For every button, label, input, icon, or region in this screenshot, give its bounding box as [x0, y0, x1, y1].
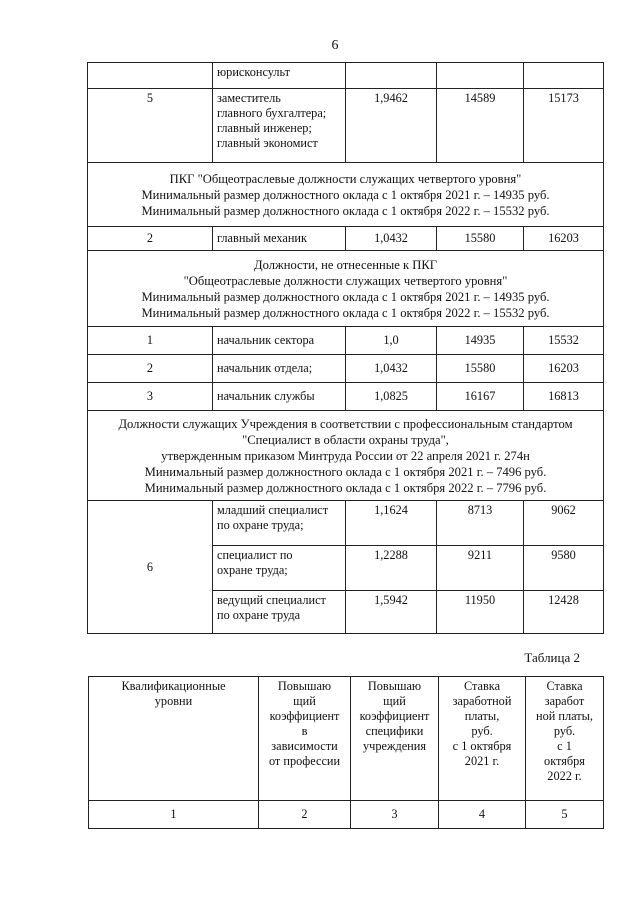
header-line: Повышаю [277, 679, 332, 693]
header-line: 2021 г. [464, 754, 500, 768]
section-header-row [88, 163, 604, 227]
header-cell [259, 677, 351, 801]
section-line: "Общеотраслевые должности служащих четвертого уровня" [183, 273, 508, 288]
header-line: с 1 октября [452, 739, 512, 753]
coef-cell: 1,9462 [346, 89, 437, 163]
level-cell: 5 [88, 89, 213, 163]
header-line: ной платы, [536, 709, 593, 723]
header-cell [526, 677, 604, 801]
position-line: по охране труда [217, 608, 301, 622]
coef-cell: 1,2288 [346, 546, 437, 591]
column-number: 2 [259, 801, 351, 829]
coef-cell: 1,1624 [346, 501, 437, 546]
rate-2021-cell: 14589 [437, 89, 524, 163]
position-line: младший специалист [217, 503, 329, 517]
column-number: 5 [526, 801, 604, 829]
header-row [89, 677, 604, 801]
position-cell: юрисконсульт [213, 63, 346, 89]
position-cell: начальник сектора [213, 327, 346, 355]
header-line: коэффициент [269, 709, 340, 723]
column-number-row [89, 801, 604, 829]
position-line: главного бухгалтера; [217, 106, 327, 120]
position-line: главный экономист [217, 136, 318, 150]
coef-cell: 1,0432 [346, 227, 437, 251]
position-cell [213, 501, 346, 546]
rate-2022-cell: 9580 [524, 546, 604, 591]
position-cell: начальник службы [213, 383, 346, 411]
position-line: главный инженер; [217, 121, 312, 135]
table-row [88, 355, 604, 383]
table-row [88, 89, 604, 163]
rate-2021-cell: 15580 [437, 355, 524, 383]
header-line: руб. [471, 724, 493, 738]
section-line: утвержденным приказом Минтруда России от 22 апреля 2021 г. 274н [161, 448, 530, 463]
header-line: уровни [154, 694, 193, 708]
position-cell: начальник отдела; [213, 355, 346, 383]
section-line: "Специалист в области охраны труда", [242, 432, 449, 447]
section-header-row [88, 411, 604, 501]
header-line: Повышаю [367, 679, 422, 693]
section-line: Минимальный размер должностного оклада с 1 октября 2022 г. – 15532 руб. [141, 203, 550, 218]
header-line: щий [383, 694, 406, 708]
column-number: 3 [351, 801, 439, 829]
rate-2022-cell: 16203 [524, 227, 604, 251]
position-cell: главный механик [213, 227, 346, 251]
header-line: специфики [365, 724, 424, 738]
header-line: в [301, 724, 308, 738]
header-line: от профессии [268, 754, 341, 768]
header-line: заработной [452, 694, 512, 708]
coef-cell: 1,0 [346, 327, 437, 355]
page-number: 6 [331, 38, 339, 53]
table-caption: Таблица 2 [524, 650, 580, 665]
header-cell [439, 677, 526, 801]
rate-2022-cell: 15532 [524, 327, 604, 355]
coef-cell: 1,0825 [346, 383, 437, 411]
column-number: 1 [89, 801, 259, 829]
rate-2021-cell: 15580 [437, 227, 524, 251]
column-number: 4 [439, 801, 526, 829]
header-line: заработ [544, 694, 585, 708]
level-cell: 2 [88, 355, 213, 383]
rate-2021-cell: 11950 [437, 591, 524, 634]
section-line: Минимальный размер должностного оклада с 1 октября 2022 г. – 7796 руб. [144, 480, 547, 495]
salary-table-1 [87, 62, 604, 634]
position-line: по охране труда; [217, 518, 304, 532]
header-line: 2022 г. [547, 769, 582, 783]
rate-2022-cell: 16813 [524, 383, 604, 411]
header-line: Ставка [546, 679, 583, 693]
salary-table-2 [88, 676, 604, 829]
header-line: октября [544, 754, 585, 768]
header-line: руб. [553, 724, 576, 738]
rate-2021-cell: 8713 [437, 501, 524, 546]
level-cell: 2 [88, 227, 213, 251]
header-cell [89, 677, 259, 801]
table-row [88, 63, 604, 89]
header-line: Ставка [463, 679, 501, 693]
header-line: учреждения [363, 739, 426, 753]
position-cell [213, 591, 346, 634]
rate-2021-cell: 14935 [437, 327, 524, 355]
section-line: ПКГ "Общеотраслевые должности служащих четвертого уровня" [169, 171, 522, 186]
header-line: коэффициент [359, 709, 430, 723]
table-row [88, 327, 604, 355]
rate-2022-cell: 9062 [524, 501, 604, 546]
section-line: Минимальный размер должностного оклада с 1 октября 2022 г. – 15532 руб. [141, 305, 550, 320]
coef-cell: 1,0432 [346, 355, 437, 383]
section-line: Должности, не отнесенные к ПКГ [254, 257, 437, 272]
header-line: зависимости [271, 739, 338, 753]
table-row [88, 383, 604, 411]
rate-2022-cell: 12428 [524, 591, 604, 634]
section-header-row [88, 251, 604, 327]
position-cell [213, 89, 346, 163]
level-cell: 6 [88, 501, 213, 634]
section-line: Минимальный размер должностного оклада с 1 октября 2021 г. – 14935 руб. [141, 289, 550, 304]
header-cell [351, 677, 439, 801]
section-line: Минимальный размер должностного оклада с 1 октября 2021 г. – 14935 руб. [141, 187, 550, 202]
level-cell: 1 [88, 327, 213, 355]
rate-2021-cell: 16167 [437, 383, 524, 411]
position-line: ведущий специалист [217, 593, 326, 607]
section-line: Должности служащих Учреждения в соответствии с профессиональным стандартом [118, 416, 573, 431]
position-line: охране труда; [217, 563, 288, 577]
rate-2022-cell: 15173 [524, 89, 604, 163]
header-line: с 1 [557, 739, 572, 753]
table-row [88, 227, 604, 251]
coef-cell: 1,5942 [346, 591, 437, 634]
position-line: специалист по [217, 548, 293, 562]
table-row [88, 501, 604, 546]
header-line: Квалификационные [121, 679, 226, 693]
position-cell [213, 546, 346, 591]
level-cell: 3 [88, 383, 213, 411]
position-line: заместитель [217, 91, 281, 105]
section-line: Минимальный размер должностного оклада с 1 октября 2021 г. – 7496 руб. [144, 464, 547, 479]
rate-2021-cell: 9211 [437, 546, 524, 591]
header-line: щий [293, 694, 316, 708]
rate-2022-cell: 16203 [524, 355, 604, 383]
header-line: платы, [464, 709, 500, 723]
